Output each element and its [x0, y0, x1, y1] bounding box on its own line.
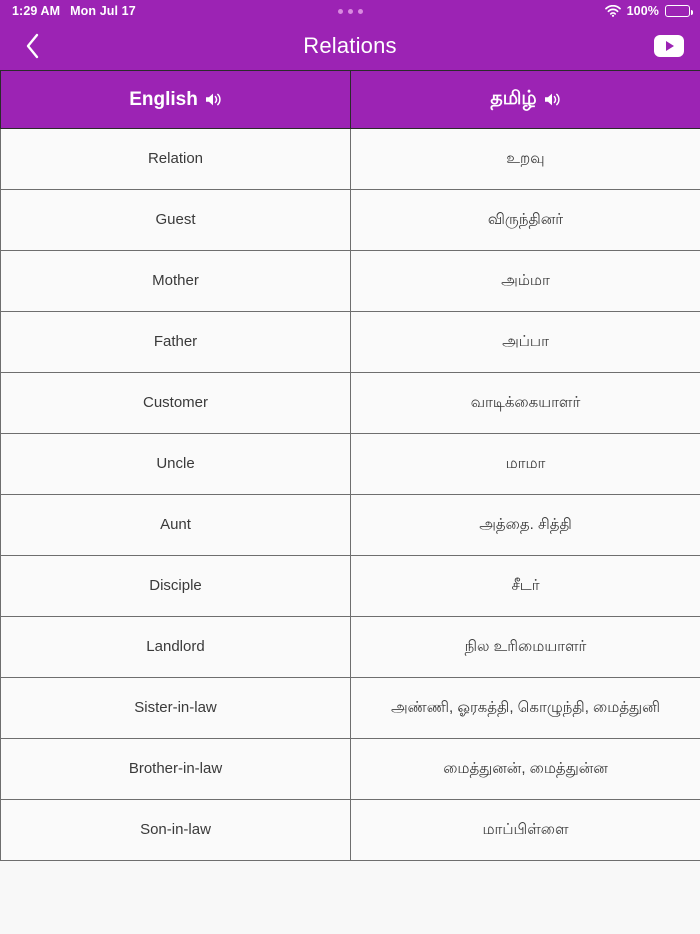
- table-header-row: [1, 71, 700, 129]
- cell-english[interactable]: Sister-in-law: [1, 678, 351, 739]
- column-header-english[interactable]: [1, 71, 351, 129]
- table-body: [1, 129, 700, 861]
- cell-tamil[interactable]: சீடர்: [351, 556, 700, 617]
- table-row[interactable]: [1, 190, 700, 251]
- table-row[interactable]: [1, 129, 700, 190]
- youtube-button[interactable]: [654, 35, 684, 57]
- speaker-icon[interactable]: [205, 92, 222, 107]
- cell-english[interactable]: Disciple: [1, 556, 351, 617]
- cell-tamil[interactable]: அம்மா: [351, 251, 700, 312]
- cell-tamil[interactable]: மைத்துனன், மைத்துன்ன: [351, 739, 700, 800]
- column-header-tamil-label: தமிழ்: [490, 87, 537, 109]
- cell-english[interactable]: Guest: [1, 190, 351, 251]
- cell-tamil[interactable]: அத்தை. சித்தி: [351, 495, 700, 556]
- table-header: [1, 71, 700, 129]
- table-row[interactable]: [1, 617, 700, 678]
- activity-dot: [338, 9, 343, 14]
- cell-tamil[interactable]: நில உரிமையாளர்: [351, 617, 700, 678]
- cell-tamil[interactable]: மாப்பிள்ளை: [351, 800, 700, 861]
- activity-dot: [348, 9, 353, 14]
- table-row[interactable]: [1, 739, 700, 800]
- cell-english[interactable]: Son-in-law: [1, 800, 351, 861]
- activity-dot: [358, 9, 363, 14]
- status-date: Mon Jul 17: [70, 4, 136, 18]
- table-row[interactable]: [1, 800, 700, 861]
- table-row[interactable]: [1, 678, 700, 739]
- status-bar: [0, 0, 700, 22]
- cell-tamil[interactable]: அண்ணி, ஓரகத்தி, கொழுந்தி, மைத்துனி: [351, 678, 700, 739]
- table-row[interactable]: [1, 251, 700, 312]
- table-row[interactable]: [1, 434, 700, 495]
- cell-english[interactable]: Customer: [1, 373, 351, 434]
- cell-tamil[interactable]: மாமா: [351, 434, 700, 495]
- cell-english[interactable]: Father: [1, 312, 351, 373]
- battery-icon: [665, 5, 690, 17]
- cell-tamil[interactable]: வாடிக்கையாளர்: [351, 373, 700, 434]
- back-button[interactable]: [16, 29, 50, 63]
- vocabulary-table: [0, 70, 700, 861]
- table-row[interactable]: [1, 556, 700, 617]
- table-row[interactable]: [1, 373, 700, 434]
- page-title: Relations: [303, 33, 397, 58]
- speaker-icon[interactable]: [544, 92, 561, 107]
- battery-percent: 100%: [626, 4, 659, 18]
- status-bar-left: [12, 4, 136, 18]
- status-bar-right: [605, 4, 690, 18]
- cell-tamil[interactable]: விருந்தினர்: [351, 190, 700, 251]
- cell-english[interactable]: Uncle: [1, 434, 351, 495]
- youtube-play-icon: [666, 41, 674, 51]
- cell-english[interactable]: Aunt: [1, 495, 351, 556]
- wifi-icon: [605, 5, 621, 17]
- table-row[interactable]: [1, 495, 700, 556]
- chevron-left-icon: [25, 33, 41, 59]
- vocabulary-table-container: [0, 70, 700, 861]
- cell-english[interactable]: Brother-in-law: [1, 739, 351, 800]
- cell-tamil[interactable]: அப்பா: [351, 312, 700, 373]
- cell-english[interactable]: Relation: [1, 129, 351, 190]
- cell-tamil[interactable]: உறவு: [351, 129, 700, 190]
- cell-english[interactable]: Landlord: [1, 617, 351, 678]
- table-row[interactable]: [1, 312, 700, 373]
- status-time: 1:29 AM: [12, 4, 61, 18]
- navigation-bar: [0, 22, 700, 70]
- cell-english[interactable]: Mother: [1, 251, 351, 312]
- column-header-english-label: English: [129, 88, 198, 110]
- column-header-tamil[interactable]: [351, 71, 700, 129]
